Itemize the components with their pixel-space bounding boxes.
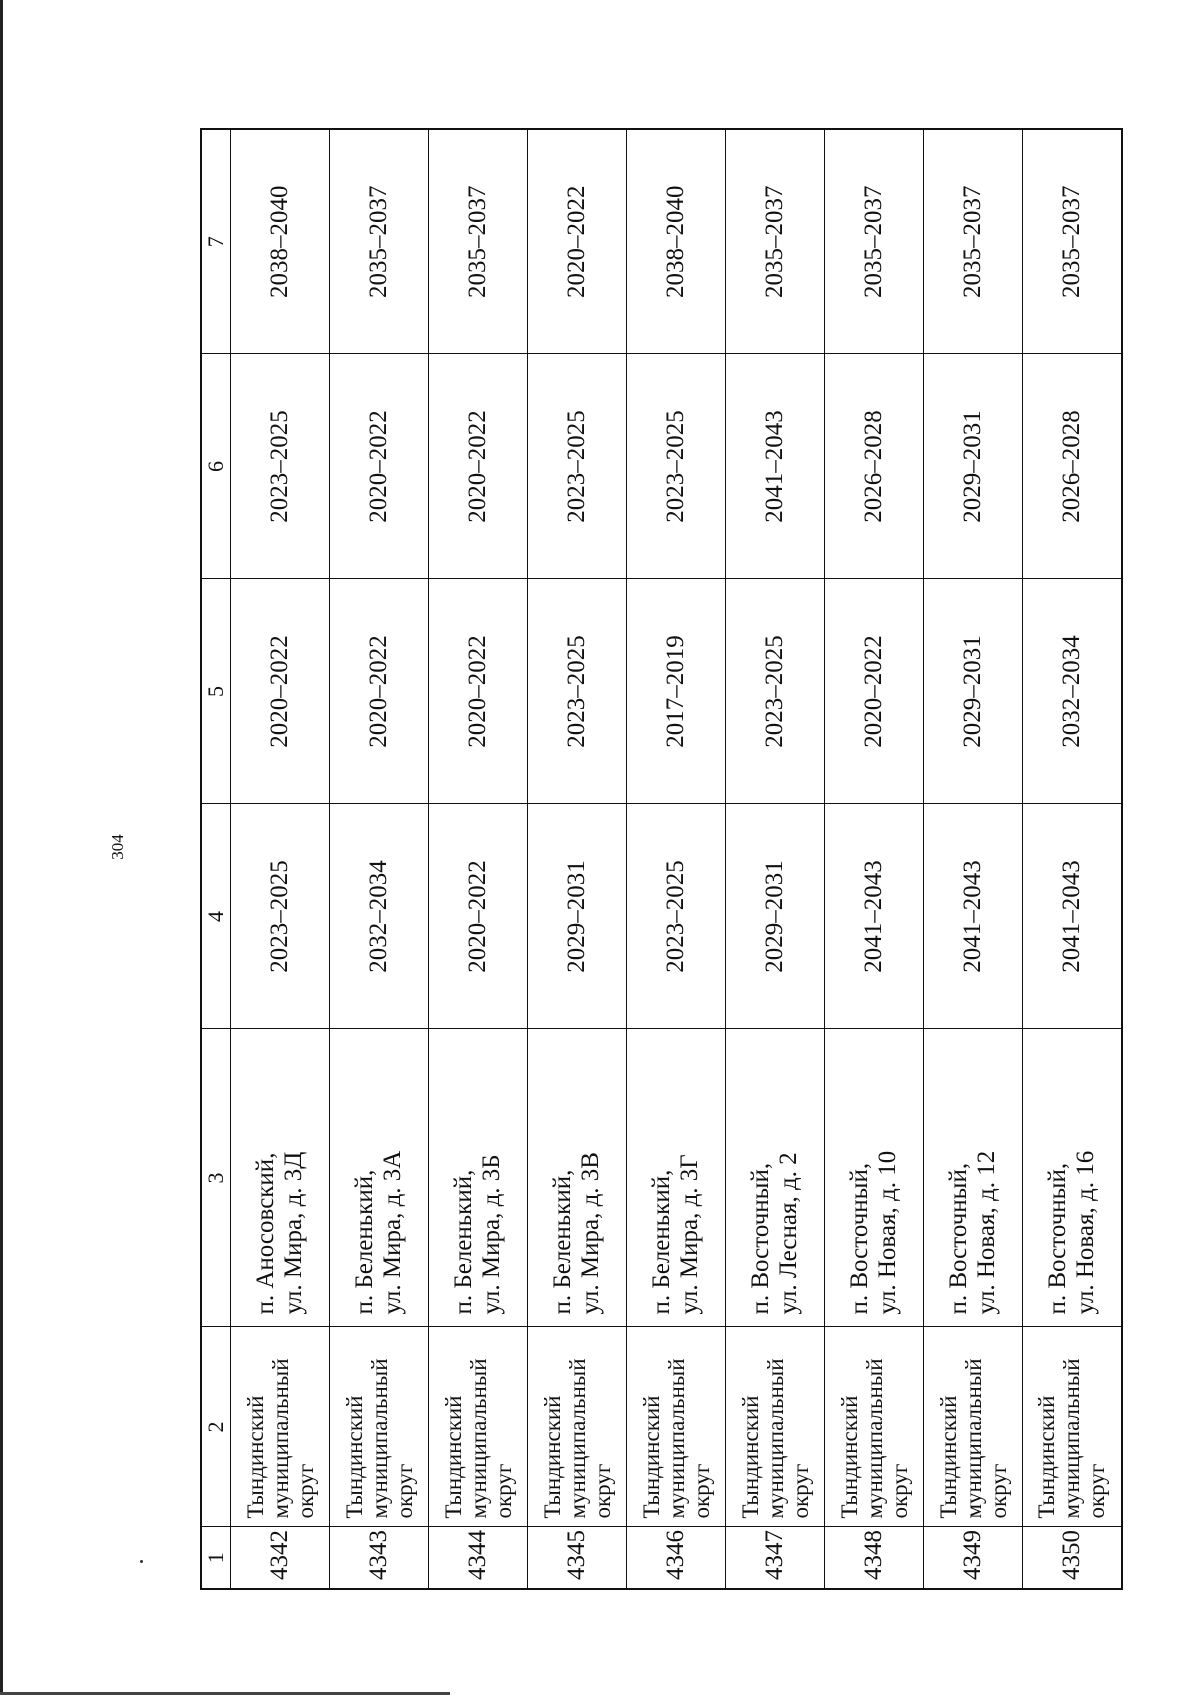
cell-number: 4342 bbox=[231, 1527, 330, 1589]
cell-period-c6: 2026–2028 bbox=[1023, 354, 1122, 579]
header-cell-7: 7 bbox=[201, 129, 231, 354]
cell-district bbox=[924, 1327, 1023, 1527]
district-line: Тындинский bbox=[935, 1395, 961, 1519]
address-line: п. Восточный, bbox=[945, 1162, 972, 1315]
cell-period-c4: 2032–2034 bbox=[330, 804, 429, 1029]
address-line: ул. Мира, д. 3Б bbox=[478, 1154, 505, 1315]
table-row bbox=[330, 129, 429, 1589]
cell-district bbox=[231, 1327, 330, 1527]
cell-period-c5: 2032–2034 bbox=[1023, 579, 1122, 804]
table-row bbox=[1023, 129, 1122, 1589]
header-row bbox=[201, 129, 231, 1589]
cell-period-c7: 2038–2040 bbox=[231, 129, 330, 354]
address-line: ул. Лесная, д. 2 bbox=[775, 1152, 802, 1315]
address-line: п. Восточный, bbox=[747, 1162, 774, 1315]
cell-period-c5: 2023–2025 bbox=[726, 579, 825, 804]
district-line: муниципальный bbox=[861, 1358, 887, 1519]
district-line: округ bbox=[589, 1463, 615, 1519]
table-row bbox=[231, 129, 330, 1589]
table-row bbox=[429, 129, 528, 1589]
scan-speck bbox=[140, 1560, 143, 1563]
cell-period-c4: 2041–2043 bbox=[825, 804, 924, 1029]
district-line: округ bbox=[292, 1463, 318, 1519]
cell-period-c5: 2020–2022 bbox=[429, 579, 528, 804]
cell-period-c4: 2020–2022 bbox=[429, 804, 528, 1029]
table-row bbox=[825, 129, 924, 1589]
address-line: п. Аносовский, bbox=[252, 1152, 279, 1315]
cell-period-c7: 2035–2037 bbox=[924, 129, 1023, 354]
cell-period-c6: 2029–2031 bbox=[924, 354, 1023, 579]
table-container bbox=[200, 130, 1120, 1590]
table-row bbox=[528, 129, 627, 1589]
cell-period-c7: 2035–2037 bbox=[726, 129, 825, 354]
district-line: Тындинский bbox=[242, 1395, 268, 1519]
cell-district bbox=[627, 1327, 726, 1527]
cell-period-c5: 2020–2022 bbox=[231, 579, 330, 804]
address-line: ул. Мира, д. 3В bbox=[577, 1152, 604, 1315]
cell-period-c5: 2017–2019 bbox=[627, 579, 726, 804]
district-line: округ bbox=[886, 1463, 912, 1519]
address-line: п. Восточный, bbox=[846, 1162, 873, 1315]
table-row bbox=[627, 129, 726, 1589]
district-line: муниципальный bbox=[663, 1358, 689, 1519]
district-line: Тындинский bbox=[539, 1395, 565, 1519]
header-cell-3: 3 bbox=[201, 1029, 231, 1327]
cell-district bbox=[330, 1327, 429, 1527]
page-number: 304 bbox=[108, 834, 127, 860]
address-line: п. Беленький, bbox=[450, 1169, 477, 1315]
address-line: ул. Мира, д. 3А bbox=[379, 1150, 406, 1315]
cell-number: 4344 bbox=[429, 1527, 528, 1589]
cell-address bbox=[429, 1029, 528, 1327]
cell-district bbox=[528, 1327, 627, 1527]
address-line: п. Беленький, bbox=[648, 1169, 675, 1315]
address-line: ул. Новая, д. 16 bbox=[1071, 1150, 1099, 1315]
address-line: п. Беленький, bbox=[351, 1169, 378, 1315]
cell-period-c7: 2038–2040 bbox=[627, 129, 726, 354]
cell-address bbox=[330, 1029, 429, 1327]
header-cell-5: 5 bbox=[201, 579, 231, 804]
district-line: округ bbox=[490, 1463, 516, 1519]
cell-address bbox=[924, 1029, 1023, 1327]
rotated-table bbox=[200, 130, 1120, 1590]
cell-address bbox=[528, 1029, 627, 1327]
district-line: округ bbox=[787, 1463, 813, 1519]
cell-address bbox=[627, 1029, 726, 1327]
cell-period-c6: 2026–2028 bbox=[825, 354, 924, 579]
cell-address bbox=[1023, 1029, 1122, 1327]
cell-district bbox=[1023, 1327, 1122, 1527]
cell-period-c4: 2023–2025 bbox=[231, 804, 330, 1029]
cell-district bbox=[726, 1327, 825, 1527]
address-line: ул. Мира, д. 3Г bbox=[676, 1154, 703, 1315]
cell-period-c7: 2020–2022 bbox=[528, 129, 627, 354]
district-line: муниципальный bbox=[366, 1358, 392, 1519]
cell-period-c6: 2041–2043 bbox=[726, 354, 825, 579]
table-row bbox=[726, 129, 825, 1589]
cell-period-c7: 2035–2037 bbox=[429, 129, 528, 354]
district-line: округ bbox=[1084, 1463, 1110, 1519]
district-line: муниципальный bbox=[267, 1358, 293, 1519]
cell-period-c5: 2029–2031 bbox=[924, 579, 1023, 804]
cell-period-c7: 2035–2037 bbox=[825, 129, 924, 354]
district-line: Тындинский bbox=[638, 1395, 664, 1519]
cell-period-c4: 2041–2043 bbox=[924, 804, 1023, 1029]
cell-period-c6: 2023–2025 bbox=[231, 354, 330, 579]
district-line: округ bbox=[985, 1463, 1011, 1519]
header-cell-6: 6 bbox=[201, 354, 231, 579]
cell-number: 4349 bbox=[924, 1527, 1023, 1589]
header-cell-2: 2 bbox=[201, 1327, 231, 1527]
cell-address bbox=[726, 1029, 825, 1327]
district-line: Тындинский bbox=[737, 1395, 763, 1519]
cell-period-c4: 2023–2025 bbox=[627, 804, 726, 1029]
table-body bbox=[231, 129, 1122, 1589]
cell-number: 4343 bbox=[330, 1527, 429, 1589]
cell-period-c6: 2020–2022 bbox=[330, 354, 429, 579]
district-line: Тындинский bbox=[836, 1395, 862, 1519]
district-line: округ bbox=[391, 1463, 417, 1519]
cell-number: 4345 bbox=[528, 1527, 627, 1589]
cell-number: 4350 bbox=[1023, 1527, 1122, 1589]
district-line: муниципальный bbox=[960, 1358, 986, 1519]
district-line: Тындинский bbox=[341, 1395, 367, 1519]
cell-period-c6: 2023–2025 bbox=[627, 354, 726, 579]
district-line: муниципальный bbox=[465, 1358, 491, 1519]
district-line: Тындинский bbox=[440, 1395, 466, 1519]
data-table bbox=[200, 128, 1123, 1590]
cell-district bbox=[429, 1327, 528, 1527]
cell-number: 4346 bbox=[627, 1527, 726, 1589]
header-cell-4: 4 bbox=[201, 804, 231, 1029]
cell-period-c5: 2020–2022 bbox=[825, 579, 924, 804]
cell-number: 4348 bbox=[825, 1527, 924, 1589]
address-line: п. Беленький, bbox=[549, 1169, 576, 1315]
district-line: Тындинский bbox=[1034, 1395, 1060, 1519]
header-cell-1: 1 bbox=[201, 1527, 231, 1589]
district-line: округ bbox=[688, 1463, 714, 1519]
cell-period-c7: 2035–2037 bbox=[1023, 129, 1122, 354]
cell-number: 4347 bbox=[726, 1527, 825, 1589]
district-line: муниципальный bbox=[1059, 1358, 1085, 1519]
cell-period-c4: 2029–2031 bbox=[528, 804, 627, 1029]
district-line: муниципальный bbox=[762, 1358, 788, 1519]
cell-period-c5: 2023–2025 bbox=[528, 579, 627, 804]
cell-period-c6: 2023–2025 bbox=[528, 354, 627, 579]
cell-period-c4: 2029–2031 bbox=[726, 804, 825, 1029]
cell-address bbox=[825, 1029, 924, 1327]
address-line: ул. Новая, д. 12 bbox=[973, 1150, 1000, 1315]
address-line: ул. Мира, д. 3Д bbox=[280, 1151, 307, 1315]
table-row bbox=[924, 129, 1023, 1589]
district-line: муниципальный bbox=[564, 1358, 590, 1519]
cell-period-c6: 2020–2022 bbox=[429, 354, 528, 579]
cell-period-c4: 2041–2043 bbox=[1023, 804, 1122, 1029]
cell-period-c7: 2035–2037 bbox=[330, 129, 429, 354]
cell-period-c5: 2020–2022 bbox=[330, 579, 429, 804]
cell-address bbox=[231, 1029, 330, 1327]
address-line: п. Восточный, bbox=[1043, 1162, 1071, 1315]
scan-left-edge bbox=[0, 0, 3, 1695]
cell-district bbox=[825, 1327, 924, 1527]
address-line: ул. Новая, д. 10 bbox=[874, 1150, 901, 1315]
